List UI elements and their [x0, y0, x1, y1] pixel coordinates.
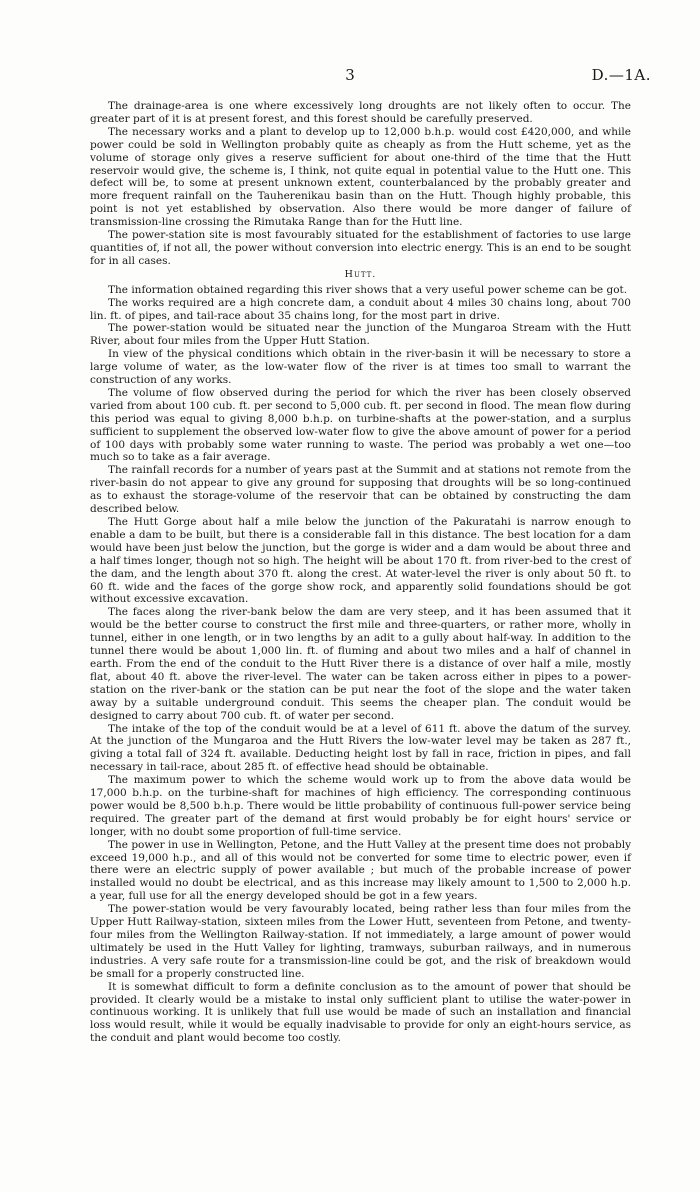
document-reference: D.—1A.	[591, 66, 651, 84]
paragraph: The works required are a high concrete dam, a conduit about 4 miles 30 chains long, about 700 lin. ft. of pipes, and tail-race about 35 chains long, for the most part in drive.	[90, 296, 631, 322]
paragraph: The intake of the top of the conduit would be at a level of 611 ft. above the datum of the survey. At the junction of the Mungaroa and the Hutt Rivers the low-water level may be taken as 287 ft., giving a total fall of 324 ft. available. Deducting height lost by fall in race, friction in pipes, and fall necessary in tail-race, about 285 ft. of effective head should be obtainable.	[90, 722, 631, 774]
paragraph: The power in use in Wellington, Petone, and the Hutt Valley at the present time does not probably exceed 19,000 h.p., and all of this would not be converted for some time to electric power, even if there were an electric supply of power available ; but much of the probable increase of power installed would no doubt be electrical, and as this increase may likely amount to 1,500 to 2,000 h.p. a year, full use for all the energy developed should be got in a few years.	[90, 838, 631, 903]
paragraph: The necessary works and a plant to develop up to 12,000 b.h.p. would cost £420,000, and while power could be sold in Wellington probably quite as cheaply as from the Hutt scheme, yet as the volume of storage only gives a reserve sufficient for about one-third of the time that the Hutt reservoir would give, the scheme is, I think, not quite equal in potential value to the Hutt one. This defect will be, to some at present unknown extent, counterbalanced by the probably greater and more frequent rainfall on the Tauherenikau basin than on the Hutt. Though highly probable, this point is not yet established by observation. Also there would be more danger of failure of transmission-line crossing the Rimutaka Range than for the Hutt line.	[90, 125, 631, 229]
paragraph: It is somewhat difficult to form a definite conclusion as to the amount of power that should be provided. It clearly would be a mistake to instal only sufficient plant to utilise the water-power in continuous working. It is unlikely that full use would be made of such an installation and financial loss would result, while it would be equally inadvisable to provide for only an eight-hours service, as the conduit and plant would become too costly.	[90, 980, 631, 1045]
page-number: 3	[345, 66, 355, 84]
page-body	[90, 100, 631, 1045]
paragraph: The drainage-area is one where excessively long droughts are not likely often to occur. The greater part of it is at present forest, and this forest should be carefully preserved.	[90, 100, 631, 125]
paragraph: The power-station would be very favourably located, being rather less than four miles from the Upper Hutt Railway-station, sixteen miles from the Lower Hutt, seventeen from Petone, and twenty-four miles from the Wellington Railway-station. If not immediately, a large amount of power would ultimately be used in the Hutt Valley for lighting, tramways, suburban railways, and in numerous industries. A very safe route for a transmission-line could be got, and the risk of breakdown would be small for a properly constructed line.	[90, 903, 631, 980]
paragraph: The Hutt Gorge about half a mile below the junction of the Pakuratahi is narrow enough to enable a dam to be built, but there is a considerable fall in this distance. The best location for a dam would have been just below the junction, but the gorge is wider and a dam would be about three and a half times longer, though not so high. The height will be about 170 ft. from river-bed to the crest of the dam, and the length about 370 ft. along the crest. At water-level the river is only about 50 ft. to 60 ft. wide and the faces of the gorge show rock, and apparently solid foundations should be got without excessive excavation.	[90, 516, 631, 606]
paragraph: The power-station would be situated near the junction of the Mungaroa Stream with the Hutt River, about four miles from the Upper Hutt Station.	[90, 322, 631, 348]
paragraph: In view of the physical conditions which obtain in the river-basin it will be necessary to store a large volume of water, as the low-water flow of the river is at times too small to warrant the construction of any works.	[90, 348, 631, 387]
section-heading-hutt: Hutt.	[344, 268, 377, 280]
paragraph: The information obtained regarding this river shows that a very useful power scheme can be got.	[108, 283, 628, 296]
paragraph: The maximum power to which the scheme would work up to from the above data would be 17,000 b.h.p. on the turbine-shaft for machines of high efficiency. The corresponding continuous power would be 8,500 b.h.p. There would be little probability of continuous full-power service being required. The greater part of the demand at first would probably be for eight hours' service or longer, with no doubt some proportion of full-time service.	[90, 774, 631, 838]
paragraph: The faces along the river-bank below the dam are very steep, and it has been assumed that it would be the better course to construct the first mile and three-quarters, or rather more, wholly in tunnel, either in one length, or in two lengths by an adit to a gully about half-way. In addition to the tunnel there would be about 1,000 lin. ft. of fluming and about two miles and a half of channel in earth. From the end of the conduit to the Hutt River there is a distance of over half a mile, mostly flat, about 40 ft. above the river-level. The water can be taken across either in pipes to a power-station on the river-bank or the station can be put near the foot of the slope and the water taken away by a suitable underground conduit. This seems the cheaper plan. The conduit would be designed to carry about 700 cub. ft. of water per second.	[90, 606, 631, 722]
paragraph: The power-station site is most favourably situated for the establishment of factories to use large quantities of, if not all, the power without conversion into electric energy. This is an end to be sought for in all cases.	[90, 229, 631, 267]
paragraph: The rainfall records for a number of years past at the Summit and at stations not remote from the river-basin do not appear to give any ground for supposing that droughts will be so long-continued as to exhaust the storage-volume of the reservoir that can be obtained by constructing the dam described below.	[90, 464, 631, 516]
paragraph: The volume of flow observed during the period for which the river has been closely observed varied from about 100 cub. ft. per second to 5,000 cub. ft. per second in flood. The mean flow during this period was equal to giving 8,000 b.h.p. on turbine-shafts at the power-station, and a surplus sufficient to supplement the observed low-water flow to give the above amount of power for a period of 100 days with probably some water running to waste. The period was probably a wet one—too much so to take as a fair average.	[90, 386, 631, 464]
